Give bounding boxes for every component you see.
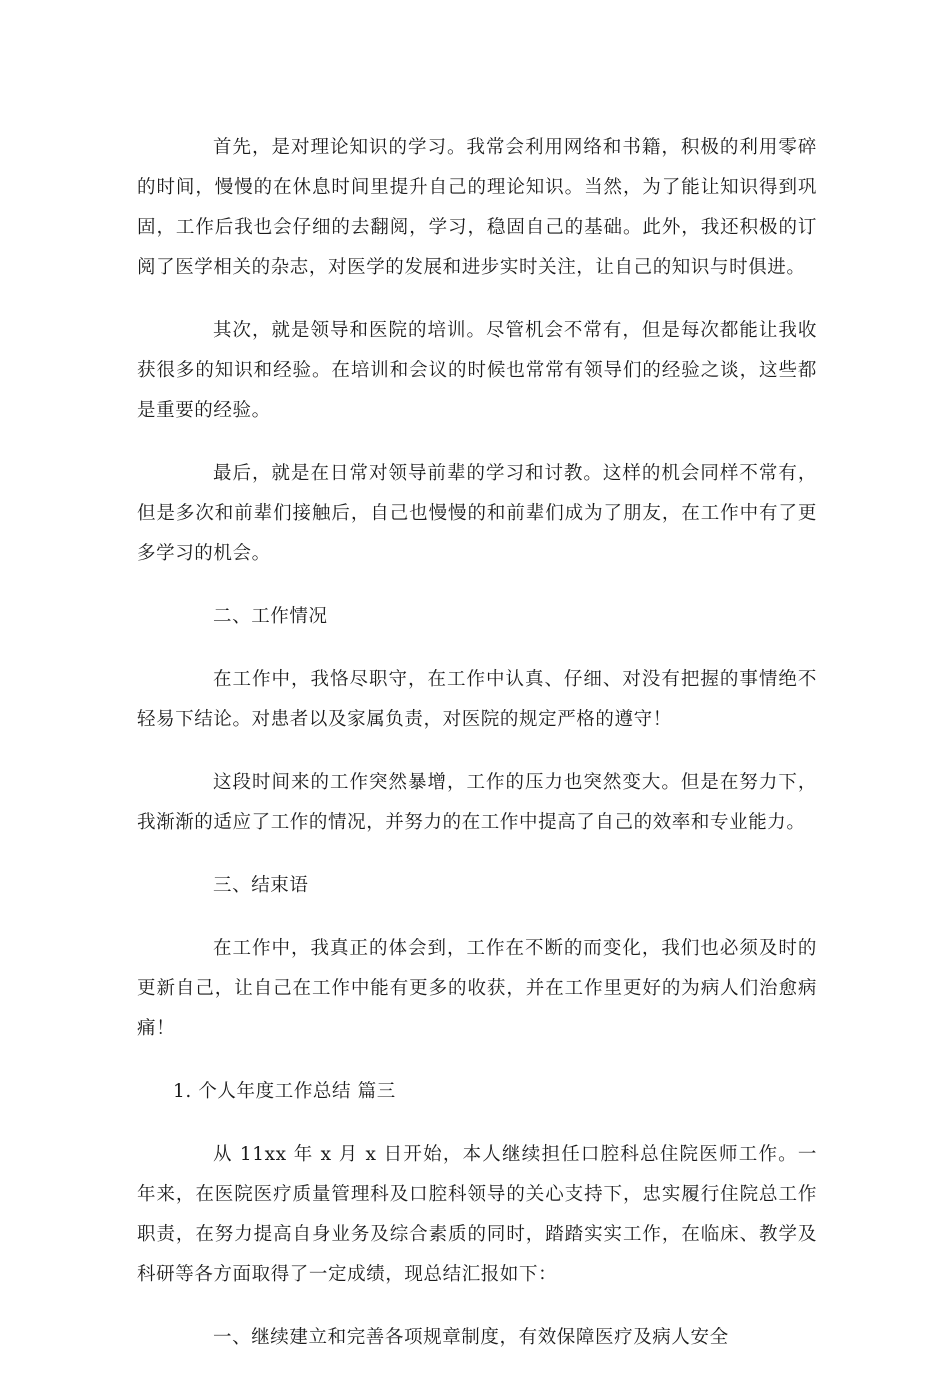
section-heading-work-status: 二、工作情况 (213, 606, 328, 627)
article-title-part-three: 1. 个人年度工作总结 篇三 (173, 1081, 396, 1102)
paragraph-theory-study: 首先，是对理论知识的学习。我常会利用网络和书籍，积极的利用零碎的时间，慢慢的在休息时间里提升自己的理论知识。当然，为了能让知识得到巩固，工作后我也会仔细的去翻阅，学习，稳固自己的基础。此外，我还积极的订阅了医学相关的杂志，对医学的发展和进步实时关注，让自己的知识与时俱进。 (137, 137, 817, 278)
paragraph-conclusion: 在工作中，我真正的体会到，工作在不断的而变化，我们也必须及时的更新自己，让自己在工作中能有更多的收获，并在工作里更好的为病人们治愈病痛！ (137, 938, 817, 1039)
document-body (137, 128, 817, 1381)
section-heading-conclusion: 三、结束语 (213, 875, 309, 896)
paragraph-training: 其次，就是领导和医院的培训。尽管机会不常有，但是每次都能让我收获很多的知识和经验。在培训和会议的时候也常常有领导们的经验之谈，这些都是重要的经验。 (137, 320, 817, 421)
paragraph-intro-part-three: 从 11xx 年 x 月 x 日开始，本人继续担任口腔科总住院医师工作。一年来，在医院医疗质量管理科及口腔科领导的关心支持下，忠实履行住院总工作职责，在努力提高自身业务及综合素质的同时，踏踏实实工作，在临床、教学及科研等各方面取得了一定成绩，现总结汇报如下： (137, 1144, 817, 1285)
section-heading-regulations: 一、继续建立和完善各项规章制度，有效保障医疗及病人安全 (213, 1327, 729, 1348)
paragraph-duty: 在工作中，我恪尽职守，在工作中认真、仔细、对没有把握的事情绝不轻易下结论。对患者以及家属负责，对医院的规定严格的遵守！ (137, 669, 817, 730)
paragraph-mentors: 最后，就是在日常对领导前辈的学习和讨教。这样的机会同样不常有，但是多次和前辈们接触后，自己也慢慢的和前辈们成为了朋友，在工作中有了更多学习的机会。 (137, 463, 817, 564)
paragraph-workload: 这段时间来的工作突然暴增，工作的压力也突然变大。但是在努力下，我渐渐的适应了工作的情况，并努力的在工作中提高了自己的效率和专业能力。 (137, 772, 817, 833)
